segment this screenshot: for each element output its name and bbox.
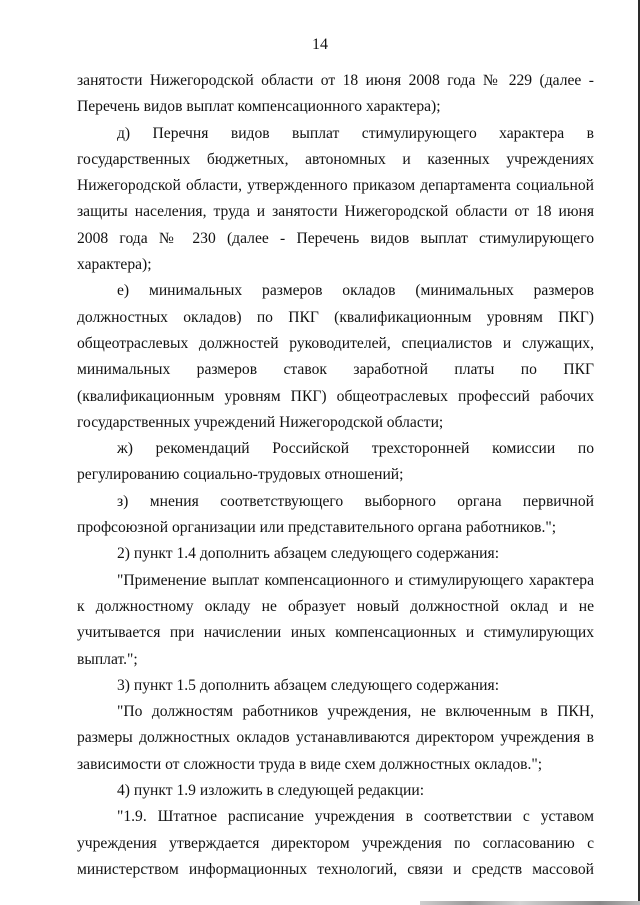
paragraph-item-z: з) мнения соответствующего выборного органа первичной профсоюзной организации или представительного органа работников."; [77, 492, 594, 537]
paragraph-item-zh: ж) рекомендаций Российской трехсторонней комиссии по регулированию социально-трудовых отношений; [77, 440, 594, 484]
paragraph-amendment-4: 4) пункт 1.9 изложить в следующей редакции: [117, 782, 425, 800]
paragraph-amendment-2: 2) пункт 1.4 дополнить абзацем следующего содержания: [117, 545, 500, 563]
paragraph-item-e: е) минимальных размеров окладов (минимальных размеров должностных окладов) по ПКГ (квалификационным уровням ПКГ) общеотраслевых должностей руководителей, специалистов и служащих, минимальных размеров ставок заработной платы по ПКГ (квалификационным уровням ПКГ) общеотраслевых профессий рабочих государственных учреждений Нижегородской области; [77, 282, 594, 431]
paragraph-quote-2: "Применение выплат компенсационного и стимулирующего характера к должностному окладу не образует новый должностной оклад и не учитывается при начислении иных компенсационных и стимулирующих выплат."; [77, 571, 594, 668]
paragraph-quote-3: "По должностям работников учреждения, не включенным в ПКН, размеры должностных окладов устанавливаются директором учреждения в зависимости от сложности труда в виде схем должностных окладов."; [77, 703, 594, 773]
paragraph-item-d: д) Перечня видов выплат стимулирующего характера в государственных бюджетных, автономных и казенных учреждениях Нижегородской области, утвержденного приказом департамента социальной защиты населения, труда и занятости Нижегородской области от 18 июня 2008 года № 230 (далее - Перечень видов выплат стимулирующего характера); [77, 124, 594, 274]
page-number: 14 [312, 36, 328, 53]
paragraph-quote-4: "1.9. Штатное расписание учреждения в соответствии с уставом учреждения утверждается директором учреждения по согласованию с министерством информационных технологий, связи и средств массовой [77, 808, 594, 878]
paragraph-continuation: занятости Нижегородской области от 18 июня 2008 года № 229 (далее - Перечень видов выплат компенсационного характера); [77, 72, 594, 116]
scan-bottom-edge [0, 901, 640, 905]
document-body [77, 68, 594, 883]
paragraph-amendment-3: 3) пункт 1.5 дополнить абзацем следующего содержания: [117, 676, 500, 694]
